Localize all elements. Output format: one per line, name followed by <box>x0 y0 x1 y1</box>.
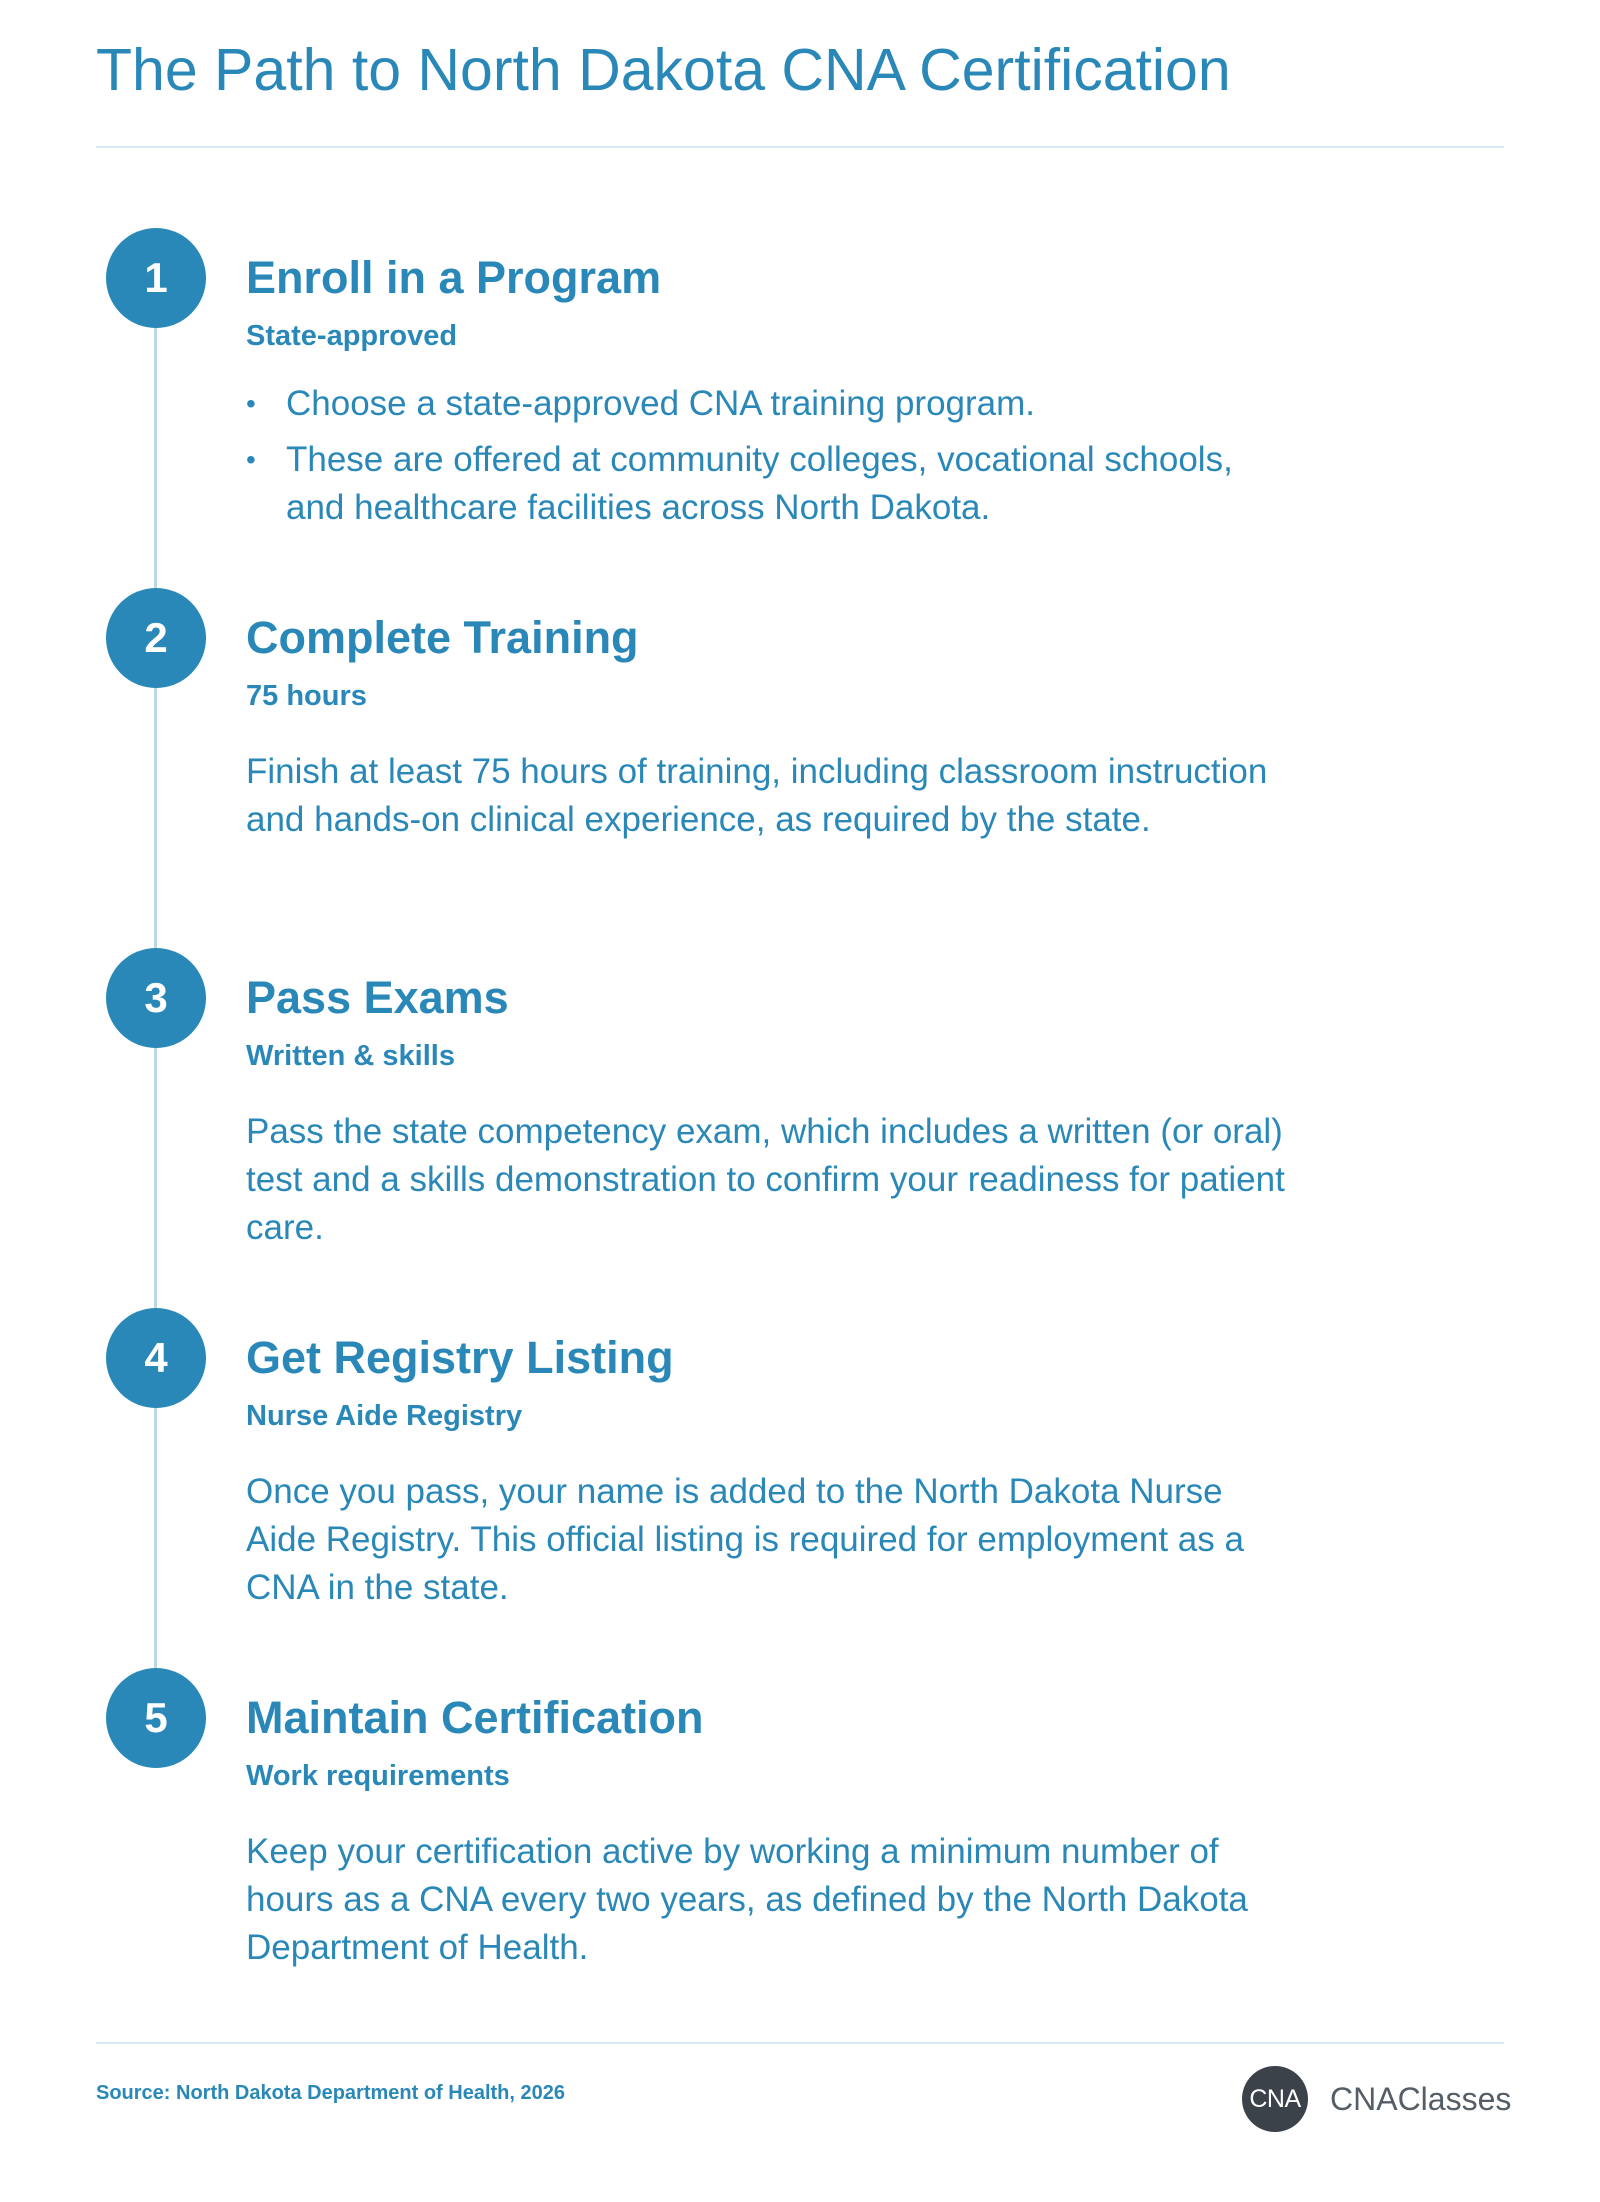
step-bullet-list <box>246 380 1286 540</box>
step-title: Get Registry Listing <box>246 1332 674 1383</box>
step-description: Once you pass, your name is added to the North Dakota Nurse Aide Registry. This official listing is required for employment as a CNA in the state. <box>246 1472 1244 1607</box>
step-number-badge: 2 <box>106 588 206 688</box>
step-description: Keep your certification active by working a minimum number of hours as a CNA every two years, as defined by the North Dakota Department of Health. <box>246 1832 1248 1967</box>
step-subtitle: State-approved <box>246 320 458 352</box>
bullet-icon: • <box>246 388 256 419</box>
page-title: The Path to North Dakota CNA Certification <box>96 37 1231 103</box>
step-number-badge: 4 <box>106 1308 206 1408</box>
step-number-badge: 3 <box>106 948 206 1048</box>
brand-name: CNAClasses <box>1330 2081 1512 2117</box>
step-subtitle: Work requirements <box>246 1760 510 1792</box>
bullet-text: Choose a state-approved CNA training program. <box>286 384 1036 423</box>
step-description: Pass the state competency exam, which includes a written (or oral) test and a skills demonstration to confirm your readiness for patient care. <box>246 1112 1285 1247</box>
step-number-badge: 1 <box>106 228 206 328</box>
brand-logo-icon: CNA <box>1242 2066 1308 2132</box>
step-title: Maintain Certification <box>246 1692 704 1743</box>
bullet-icon: • <box>246 444 256 475</box>
step-title: Complete Training <box>246 612 639 663</box>
source-note: Source: North Dakota Department of Health, 2026 <box>96 2082 565 2104</box>
step-title: Pass Exams <box>246 972 509 1023</box>
step-title: Enroll in a Program <box>246 252 662 303</box>
bullet-text: These are offered at community colleges, vocational schools, and healthcare facilities across North Dakota. <box>286 440 1233 527</box>
list-item <box>246 436 1286 532</box>
step-number-badge: 5 <box>106 1668 206 1768</box>
step-subtitle: 75 hours <box>246 680 367 712</box>
step-description: Finish at least 75 hours of training, including classroom instruction and hands-on clinical experience, as required by the state. <box>246 752 1268 839</box>
list-item <box>246 380 1286 428</box>
step-subtitle: Written & skills <box>246 1040 455 1072</box>
footer-divider <box>96 2042 1504 2044</box>
step-subtitle: Nurse Aide Registry <box>246 1400 523 1432</box>
header-divider <box>96 146 1504 148</box>
